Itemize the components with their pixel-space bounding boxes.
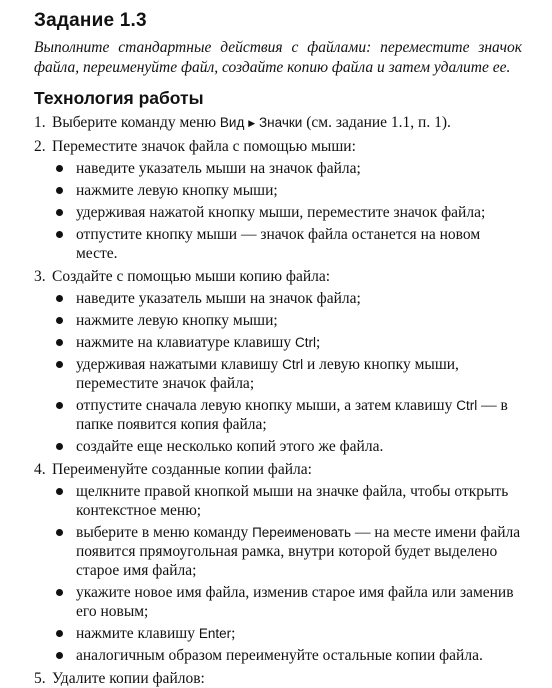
bullet-icon xyxy=(56,583,76,602)
step-number: 5. xyxy=(34,670,46,687)
list-item xyxy=(56,289,522,308)
bullet-icon xyxy=(56,437,76,456)
step-text: Создайте с помощью мыши копию файла: xyxy=(52,268,331,285)
text-fragment: — на месте имени файла появится прямоугольная рамка, внутри которой будет выделено старое имя файла; xyxy=(76,524,521,579)
bullet-icon xyxy=(56,624,76,643)
submenu-arrow-icon: ▶ xyxy=(248,118,256,128)
bullet-icon xyxy=(56,289,76,308)
list-item xyxy=(56,583,522,621)
list-item xyxy=(56,437,522,456)
step-number: 1. xyxy=(34,114,46,131)
list-item xyxy=(56,646,522,665)
list-item-text: наведите указатель мыши на значок файла; xyxy=(76,290,361,307)
list-item xyxy=(56,624,522,643)
text-fragment: — в папке появится копия файла; xyxy=(76,397,508,433)
text-fragment: ; xyxy=(315,334,321,351)
step-5 xyxy=(34,669,522,688)
key-name-ctrl: Ctrl xyxy=(294,335,316,350)
list-item-text: укажите новое имя файла, изменив старое имя файла или заменив его новым; xyxy=(76,584,514,620)
task-title: Задание 1.3 xyxy=(34,10,147,31)
list-item-text: наведите указатель мыши на значок файла; xyxy=(76,160,361,177)
bullet-icon xyxy=(56,159,76,178)
list-item xyxy=(56,159,522,178)
key-name-enter: Enter xyxy=(198,626,232,641)
list-item xyxy=(56,203,522,222)
key-name-ctrl: Ctrl xyxy=(282,357,304,372)
step-text: Переименуйте созданные копии файла: xyxy=(52,461,312,478)
step-number: 4. xyxy=(34,461,46,478)
section-title: Технология работы xyxy=(34,88,204,108)
steps-list xyxy=(34,113,522,688)
bullet-icon xyxy=(56,311,76,330)
text-fragment: нажмите на клавиатуре клавишу xyxy=(76,334,292,351)
step-number: 2. xyxy=(34,138,46,155)
list-item-text: создайте еще несколько копий этого же файла. xyxy=(76,438,384,455)
bullet-icon xyxy=(56,355,76,374)
text-fragment: удерживая нажатыми клавишу xyxy=(76,356,279,373)
list-item-text: аналогичным образом переименуйте остальные копии файла. xyxy=(76,647,483,664)
list-item-text xyxy=(76,523,522,580)
list-item xyxy=(56,396,522,434)
text-fragment: и левую кнопку мыши, переместите значок файла; xyxy=(76,356,459,392)
list-item xyxy=(56,225,522,263)
bullet-icon xyxy=(56,646,76,665)
task-description: Выполните стандартные действия с файлами: переместите значок файла, переименуйте файл, создайте копию файла и затем удалите ее. xyxy=(34,39,522,76)
step-3 xyxy=(34,267,522,456)
list-item xyxy=(56,482,522,520)
list-item-text xyxy=(76,333,522,352)
menu-name-view: Вид xyxy=(219,115,245,130)
step-4 xyxy=(34,460,522,665)
step-text: Переместите значок файла с помощью мыши: xyxy=(52,138,356,155)
step-number: 3. xyxy=(34,268,46,285)
command-name-rename: Переименовать xyxy=(252,525,352,540)
list-item xyxy=(56,355,522,393)
list-item-text: нажмите левую кнопку мыши; xyxy=(76,182,278,199)
key-name-ctrl: Ctrl xyxy=(456,398,478,413)
text-fragment: выберите в меню команду xyxy=(76,524,249,541)
text-fragment: нажмите клавишу xyxy=(76,625,195,642)
list-item-text: удерживая нажатой кнопку мыши, переместите значок файла; xyxy=(76,204,486,221)
list-item-text xyxy=(76,355,522,393)
list-item xyxy=(56,181,522,200)
list-item xyxy=(56,523,522,580)
list-item xyxy=(56,333,522,352)
step-1 xyxy=(34,113,522,133)
bullet-list xyxy=(34,482,522,665)
list-item xyxy=(56,311,522,330)
bullet-list xyxy=(34,289,522,456)
text-fragment: ; xyxy=(231,625,236,642)
bullet-icon xyxy=(56,333,76,352)
step-text: Удалите копии файлов: xyxy=(52,670,205,687)
bullet-icon xyxy=(56,523,76,542)
menu-item-icons: Значки xyxy=(259,115,303,130)
list-item-text xyxy=(76,624,522,643)
list-item-text xyxy=(76,396,522,434)
bullet-list xyxy=(34,159,522,263)
bullet-icon xyxy=(56,225,76,244)
bullet-icon xyxy=(56,203,76,222)
list-item-text: щелкните правой кнопкой мыши на значке файла, чтобы открыть контекстное меню; xyxy=(76,483,509,519)
bullet-icon xyxy=(56,181,76,200)
step-text-pre: Выберите команду меню xyxy=(52,114,217,131)
bullet-icon xyxy=(56,482,76,501)
bullet-icon xyxy=(56,396,76,415)
step-text xyxy=(52,113,522,133)
text-fragment: отпустите сначала левую кнопку мыши, а затем клавишу xyxy=(76,397,453,414)
list-item-text: нажмите левую кнопку мыши; xyxy=(76,312,278,329)
list-item-text: отпустите кнопку мыши — значок файла останется на новом месте. xyxy=(76,226,481,262)
step-text-post: (см. задание 1.1, п. 1). xyxy=(306,114,451,131)
step-2 xyxy=(34,137,522,263)
